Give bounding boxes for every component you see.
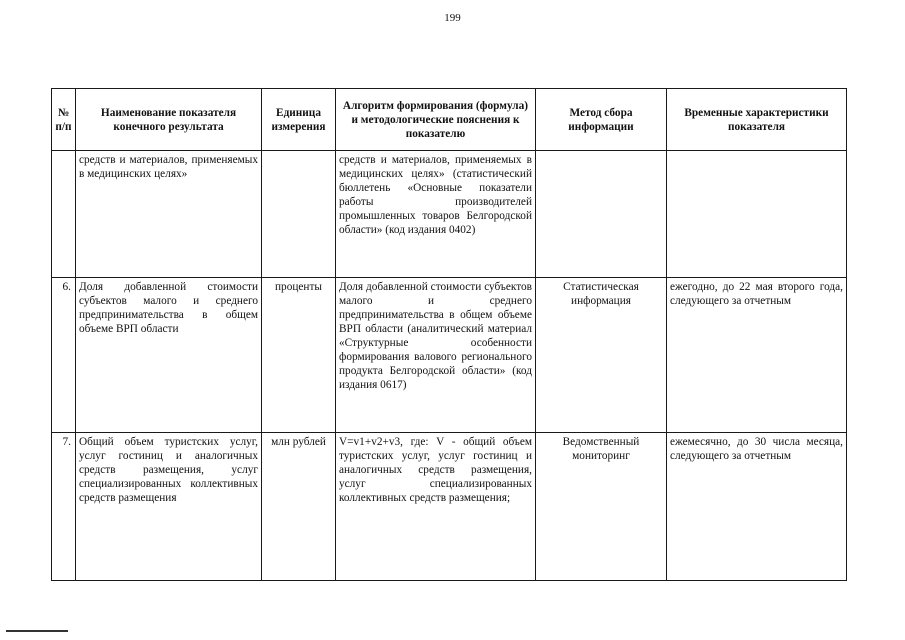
row-algorithm: V=v1+v2+v3, где: V - общий объем туристских услуг, услуг гостиниц и аналогичных средств размещения, услуг специализированных коллективных средств размещения; bbox=[336, 433, 536, 581]
row-num: 7. bbox=[52, 433, 76, 581]
scan-edge-line bbox=[6, 630, 68, 632]
row-timing bbox=[667, 151, 847, 278]
header-algorithm: Алгоритм формирования (формула) и методологические пояснения к показателю bbox=[336, 89, 536, 151]
header-method: Метод сбора информации bbox=[536, 89, 667, 151]
row-algorithm: средств и материалов, применяемых в медицинских целях» (статистический бюллетень «Основные показатели работы производителей промышленных товаров Белгородской области» (код издания 0402) bbox=[336, 151, 536, 278]
header-name: Наименование показателя конечного результата bbox=[76, 89, 262, 151]
row-unit: проценты bbox=[262, 278, 336, 433]
row-algorithm: Доля добавленной стоимости субъектов малого и среднего предпринимательства в общем объеме ВРП области (аналитический материал «Структурные особенности формирования валового регионального продукта Белгородской области» (код издания 0617) bbox=[336, 278, 536, 433]
header-unit: Единица измерения bbox=[262, 89, 336, 151]
row-timing: ежемесячно, до 30 числа месяца, следующего за отчетным bbox=[667, 433, 847, 581]
page-number: 199 bbox=[444, 12, 461, 24]
header-timing: Временные характеристики показателя bbox=[667, 89, 847, 151]
row-num: 6. bbox=[52, 278, 76, 433]
row-method bbox=[536, 151, 667, 278]
header-num: № п/п bbox=[52, 89, 76, 151]
table-row bbox=[52, 151, 847, 278]
row-name: Общий объем туристских услуг, услуг гостиниц и аналогичных средств размещения, услуг специализированных коллективных средств размещения bbox=[76, 433, 262, 581]
row-name: средств и материалов, применяемых в медицинских целях» bbox=[76, 151, 262, 278]
table-row bbox=[52, 433, 847, 581]
table-header-row bbox=[52, 89, 847, 151]
indicators-table bbox=[51, 88, 847, 581]
row-method: Статистическая информация bbox=[536, 278, 667, 433]
row-name: Доля добавленной стоимости субъектов малого и среднего предпринимательства в общем объеме ВРП области bbox=[76, 278, 262, 433]
row-method: Ведомственный мониторинг bbox=[536, 433, 667, 581]
row-unit bbox=[262, 151, 336, 278]
row-num bbox=[52, 151, 76, 278]
row-unit: млн рублей bbox=[262, 433, 336, 581]
table-row bbox=[52, 278, 847, 433]
row-timing: ежегодно, до 22 мая второго года, следующего за отчетным bbox=[667, 278, 847, 433]
